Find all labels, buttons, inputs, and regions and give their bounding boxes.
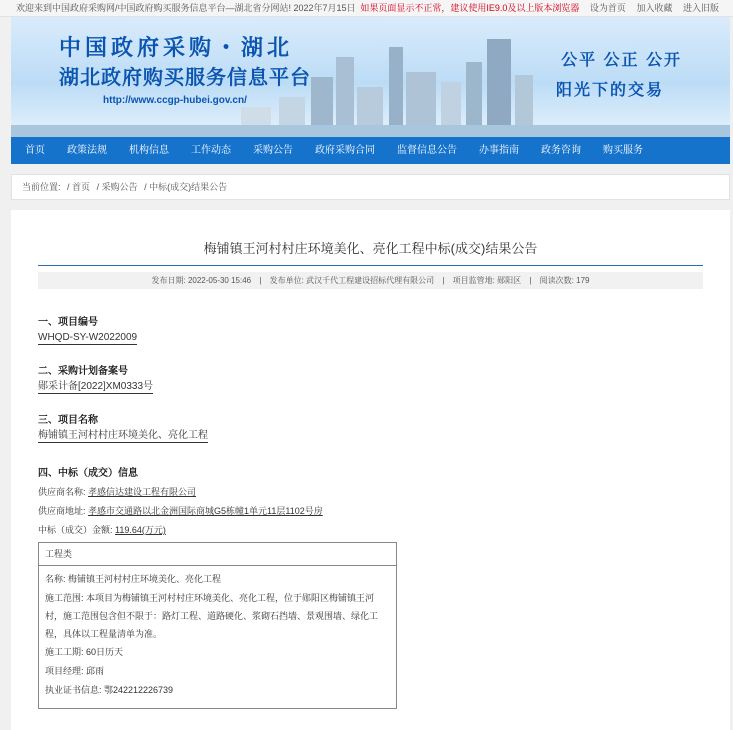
banner-title-1: 中国政府采购・湖北	[59, 36, 294, 61]
section-heading: 三、项目名称	[38, 415, 98, 426]
plan-number: 郧采计备[2022]XM0333号	[38, 381, 154, 392]
publisher: 发布单位: 武汉千代工程建设招标代理有限公司	[269, 276, 435, 285]
meta-separator: |	[442, 276, 445, 285]
amount-row	[38, 523, 166, 536]
region: 项目监管地: 郧阳区	[452, 276, 522, 285]
section-heading: 一、项目编号	[38, 317, 98, 328]
project-number: WHQD-SY-W2022009	[38, 332, 138, 343]
breadcrumb-label: 当前位置:	[22, 182, 61, 192]
favorite-link[interactable]: 加入收藏	[636, 3, 673, 13]
box-name: 名称: 梅铺镇王河村村庄环境美化、亮化工程	[45, 574, 222, 584]
section-heading: 四、中标（成交）信息	[38, 468, 138, 479]
article-meta	[38, 272, 703, 289]
nav-item[interactable]: 监督信息公告	[397, 145, 457, 156]
box-header: 工程类	[39, 543, 396, 566]
supplier-name-row	[38, 485, 196, 498]
welcome-text: 欢迎来到中国政府采购网/中国政府购买服务信息平台—湖北省分网站! 2022年7月15日	[16, 3, 356, 13]
article-panel	[11, 210, 730, 730]
breadcrumb-current: / 中标(成交)结果公告	[144, 182, 228, 192]
nav-item[interactable]: 政务咨询	[541, 145, 581, 156]
nav-item[interactable]: 办事指南	[479, 145, 519, 156]
site-banner	[11, 17, 730, 137]
section-heading: 二、采购计划备案号	[38, 366, 128, 377]
nav-item[interactable]: 购买服务	[603, 145, 643, 156]
supplier-address: 孝感市交通路以北金洲国际商城G5栋幢1单元11层1102号房	[88, 506, 323, 516]
box-period: 施工工期: 60日历天	[45, 647, 124, 657]
browser-warning: 如果页面显示不正常，建议使用IE9.0及以上版本浏览器	[360, 3, 580, 13]
nav-item[interactable]: 政策法规	[67, 145, 107, 156]
banner-slogan-1: 公平 公正 公开	[561, 52, 682, 69]
article-title: 梅铺镇王河村村庄环境美化、亮化工程中标(成交)结果公告	[203, 241, 538, 256]
supplier-addr-row	[38, 504, 323, 517]
set-home-link[interactable]: 设为首页	[589, 3, 626, 13]
project-name: 梅铺镇王河村村庄环境美化、亮化工程	[38, 430, 208, 441]
banner-title-2: 湖北政府购买服务信息平台	[59, 65, 311, 89]
nav-item[interactable]: 首页	[25, 145, 45, 156]
supplier-name: 孝感信达建设工程有限公司	[88, 487, 197, 497]
nav-item[interactable]: 工作动态	[191, 145, 231, 156]
award-amount: 119.64(万元)	[115, 525, 166, 535]
nav-item[interactable]: 政府采购合同	[315, 145, 375, 156]
title-divider	[38, 265, 703, 266]
box-scope: 施工范围: 本项目为梅铺镇王河村村庄环境美化、亮化工程，位于郧阳区梅铺镇王河村，施工范围包含但不限于：路灯工程、道路硬化、浆砌石挡墙、景观围墙、绿化工程，具体以工程量清单为准。	[45, 593, 379, 639]
top-bar	[0, 0, 733, 17]
old-version-link[interactable]: 进入旧版	[682, 3, 719, 13]
breadcrumb-notices[interactable]: / 采购公告	[96, 182, 138, 192]
banner-url: http://www.ccgp-hubei.gov.cn/	[103, 95, 247, 106]
top-links	[352, 0, 719, 16]
box-license: 执业证书信息: 鄂242212226739	[45, 685, 174, 695]
box-manager: 项目经理: 邱雨	[45, 666, 105, 676]
breadcrumb	[11, 174, 730, 200]
meta-separator: |	[259, 276, 262, 285]
publish-date: 发布日期: 2022-05-30 15:46	[151, 276, 252, 285]
banner-slogan-2: 阳光下的交易	[555, 82, 664, 99]
supplier-addr-label: 供应商地址:	[38, 506, 86, 516]
supplier-name-label: 供应商名称:	[38, 487, 86, 497]
main-nav	[11, 137, 730, 164]
amount-label: 中标（成交）金额:	[38, 525, 113, 535]
project-detail-box	[38, 542, 397, 709]
view-count: 阅读次数: 179	[539, 276, 590, 285]
nav-item[interactable]: 机构信息	[129, 145, 169, 156]
nav-item[interactable]: 采购公告	[253, 145, 293, 156]
breadcrumb-home[interactable]: / 首页	[67, 182, 91, 192]
meta-separator: |	[529, 276, 532, 285]
